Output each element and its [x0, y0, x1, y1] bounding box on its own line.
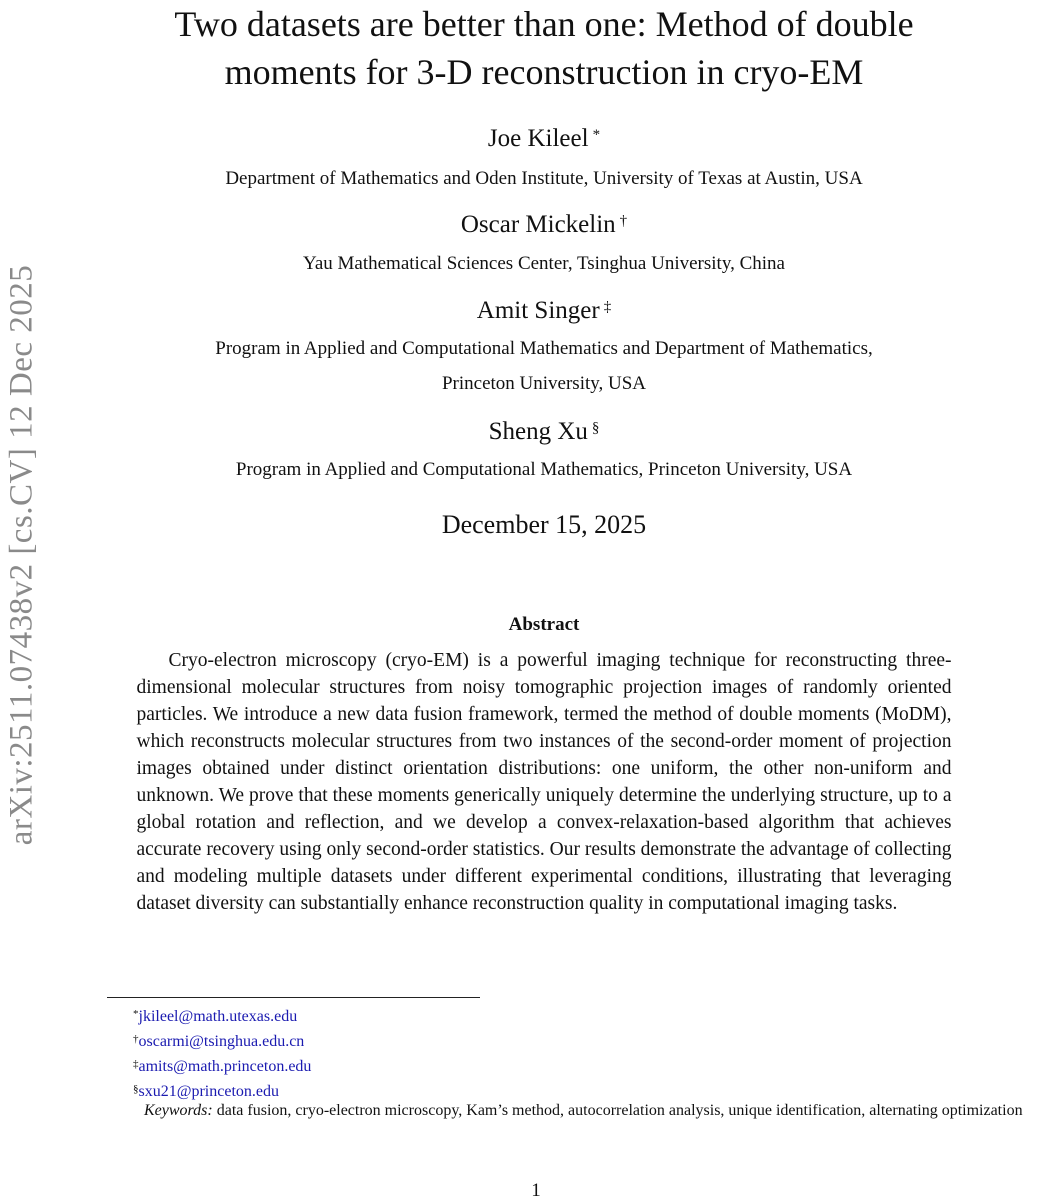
affiliation-line: Yau Mathematical Sciences Center, Tsinghua University, China — [303, 253, 785, 274]
email-link[interactable]: sxu21@princeton.edu — [138, 1083, 279, 1100]
footnote-item — [133, 1054, 1038, 1079]
author-4-mark: § — [591, 420, 600, 436]
author-3-mark: ‡ — [603, 299, 612, 315]
title-line-2: moments for 3-D reconstruction in cryo-EM — [224, 52, 864, 92]
title-line-1: Two datasets are better than one: Method of double — [174, 4, 914, 44]
affiliation-line: Department of Mathematics and Oden Institute, University of Texas at Austin, USA — [225, 168, 863, 189]
affiliation-line: Princeton University, USA — [441, 373, 647, 394]
footnote-rule — [107, 997, 480, 998]
keywords — [107, 1098, 1038, 1123]
arxiv-stamp — [0, 0, 44, 1200]
footnotes — [133, 1004, 1038, 1104]
author-4-name: Sheng Xu — [488, 418, 588, 445]
abstract-heading: Abstract — [508, 614, 580, 635]
author-3-affiliation — [107, 336, 981, 397]
keywords-label: Keywords: — [144, 1102, 213, 1119]
author-1-affiliation — [107, 166, 981, 192]
email-link[interactable]: oscarmi@tsinghua.edu.cn — [138, 1033, 305, 1050]
author-2-affiliation — [107, 251, 981, 277]
author-4-affiliation — [107, 457, 981, 483]
email-link[interactable]: jkileel@math.utexas.edu — [138, 1008, 298, 1025]
footnote-mark: * — [133, 1008, 139, 1020]
author-name — [107, 296, 981, 326]
footnote-mark: † — [133, 1033, 139, 1045]
author-name — [107, 417, 981, 447]
footnote-item — [133, 1029, 1038, 1054]
abstract-text: Cryo-electron microscopy (cryo-EM) is a powerful imaging technique for reconstructing three-dimensional molecular structures from noisy tomographic projection images of randomly oriented particles. We introduce a new data fusion framework, termed the method of double moments (MoDM), which reconstructs molecular structures from two instances of the second-order moment of projection images obtained under distinct orientation distributions: one uniform, the other non-uniform and unknown. We prove that these moments generically uniquely determine the underlying structure, up to a global rotation and reflection, and we develop a convex-relaxation-based algorithm that achieves accurate recovery using only second-order statistics. Our results demonstrate the advantage of collecting and modeling multiple datasets under different experimental conditions, illustrating that leveraging dataset diversity can substantially enhance reconstruction quality in computational imaging tasks. — [136, 650, 952, 914]
keywords-text: data fusion, cryo-electron microscopy, Kam’s method, autocorrelation analysis, unique identification, alternating optimization — [216, 1102, 1023, 1119]
footnote-mark: ‡ — [133, 1058, 139, 1070]
footnote-mark: § — [133, 1083, 139, 1095]
paper-title — [107, 0, 981, 96]
page-number: 1 — [531, 1180, 541, 1201]
footnote-item — [133, 1004, 1038, 1029]
affiliation-line: Program in Applied and Computational Mathematics and Department of Mathematics, — [215, 338, 873, 359]
author-2-mark: † — [619, 213, 628, 229]
email-link[interactable]: amits@math.princeton.edu — [138, 1058, 312, 1075]
author-name — [107, 210, 981, 240]
publication-date: December 15, 2025 — [441, 510, 647, 539]
author-3-name: Amit Singer — [476, 297, 600, 324]
arxiv-identifier: arXiv:2511.07438v2 [cs.CV] 12 Dec 2025 — [3, 264, 40, 846]
abstract-container — [107, 647, 981, 917]
author-2-name: Oscar Mickelin — [460, 211, 616, 238]
affiliation-line: Program in Applied and Computational Mathematics, Princeton University, USA — [235, 459, 853, 480]
author-1-name: Joe Kileel — [487, 125, 589, 152]
author-name — [107, 124, 981, 154]
author-1-mark: * — [592, 127, 601, 143]
